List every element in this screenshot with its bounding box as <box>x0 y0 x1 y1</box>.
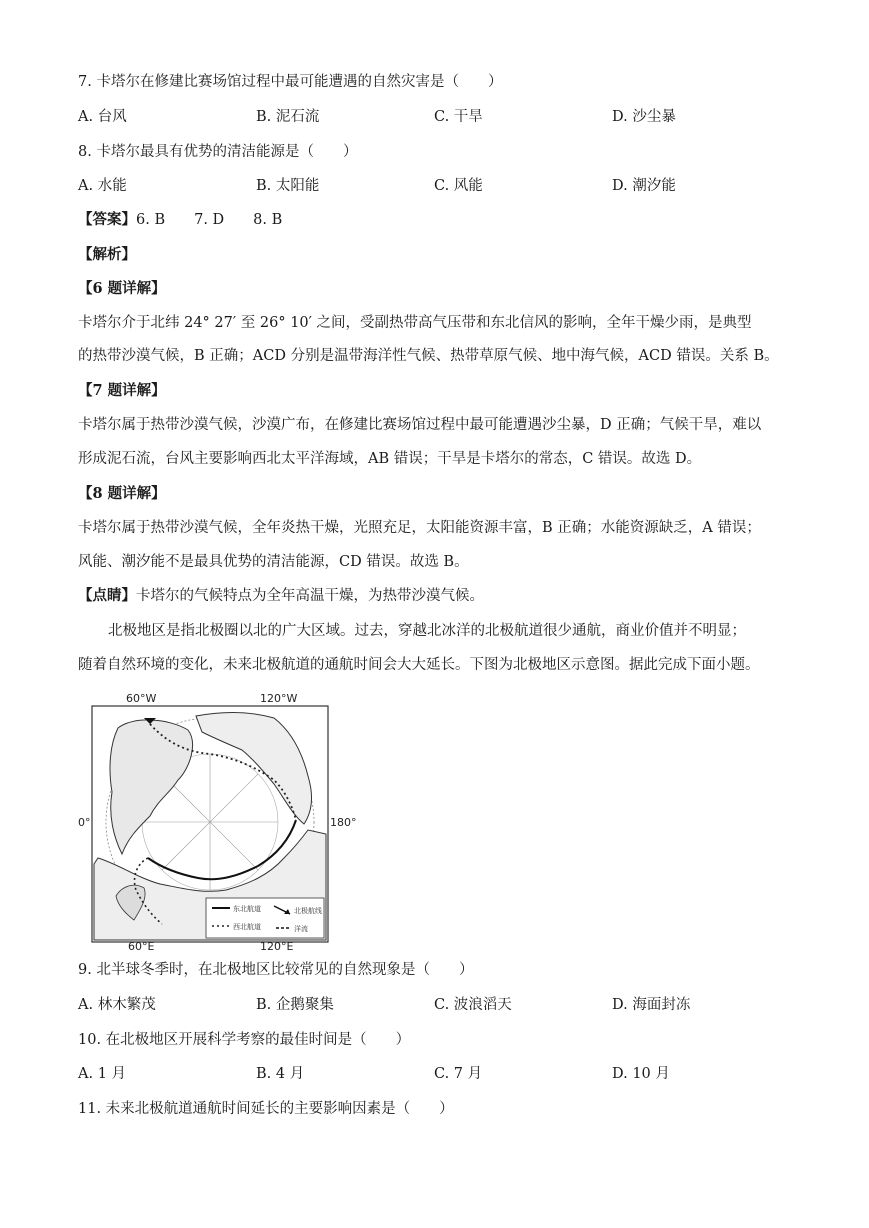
detail-7-label: 【7 题详解】 <box>78 382 166 399</box>
q8-option-d: D. 潮汐能 <box>612 178 676 194</box>
label-120e: 120°E <box>260 940 294 950</box>
tip-label: 【点睛】 <box>78 587 136 604</box>
question-10-stem: 10. 在北极地区开展科学考察的最佳时间是（ ） <box>78 1032 411 1048</box>
q10-option-d: D. 10 月 <box>612 1066 670 1082</box>
detail-7-line-2: 形成泥石流，台风主要影响西北太平洋海域，AB 错误；干旱是卡塔尔的常态，C 错误。故选 D。 <box>78 451 702 467</box>
detail-8-line-1: 卡塔尔属于热带沙漠气候，全年炎热干燥，光照充足，太阳能资源丰富，B 正确；水能资源缺乏，A 错误； <box>78 520 761 536</box>
legend-label-3: 北极航线 <box>294 907 322 915</box>
question-7-stem: 7. 卡塔尔在修建比赛场馆过程中最可能遭遇的自然灾害是（ ） <box>78 74 503 90</box>
detail-6-line-1: 卡塔尔介于北纬 24° 27′ 至 26° 10′ 之间，受副热带高气压带和东北信风的影响，全年干燥少雨，是典型 <box>78 315 752 331</box>
q10-option-a: A. 1 月 <box>78 1066 127 1082</box>
q7-option-c: C. 干旱 <box>434 109 483 125</box>
passage-line-2: 随着自然环境的变化，未来北极航道的通航时间会大大延长。下图为北极地区示意图。据此完成下面小题。 <box>78 657 760 673</box>
q9-option-a: A. 林木繁茂 <box>78 997 156 1013</box>
question-9-options <box>78 995 798 1015</box>
detail-6-label: 【6 题详解】 <box>78 280 166 297</box>
q8-option-b: B. 太阳能 <box>256 178 320 194</box>
detail-8-label: 【8 题详解】 <box>78 485 166 502</box>
question-9-stem: 9. 北半球冬季时，在北极地区比较常见的自然现象是（ ） <box>78 962 474 978</box>
q7-option-a: A. 台风 <box>78 109 127 125</box>
answer-label: 【答案】 <box>78 211 136 228</box>
answer-text: 6. B 7. D 8. B <box>136 212 283 228</box>
legend-label-4: 洋流 <box>294 925 308 933</box>
question-7-options <box>78 107 798 127</box>
detail-7-line-1: 卡塔尔属于热带沙漠气候，沙漠广布，在修建比赛场馆过程中最可能遭遇沙尘暴，D 正确；气候干旱，难以 <box>78 417 762 433</box>
q7-option-b: B. 泥石流 <box>256 109 320 125</box>
label-120w: 120°W <box>260 692 298 705</box>
detail-8-line-2: 风能、潮汐能不是最具优势的清洁能源，CD 错误。故选 B。 <box>78 554 469 570</box>
question-8-options <box>78 176 798 196</box>
q8-option-c: C. 风能 <box>434 178 483 194</box>
label-0: 0° <box>78 816 91 829</box>
answer-line <box>78 210 282 230</box>
passage-line-1: 北极地区是指北极圈以北的广大区域。过去，穿越北冰洋的北极航道很少通航，商业价值并不明显； <box>108 623 746 639</box>
label-180: 180° <box>330 816 357 829</box>
legend-label-2: 西北航道 <box>233 923 261 931</box>
q10-option-b: B. 4 月 <box>256 1066 305 1082</box>
question-11-stem: 11. 未来北极航道通航时间延长的主要影响因素是（ ） <box>78 1101 454 1117</box>
analysis-label: 【解析】 <box>78 246 136 263</box>
arctic-map-figure <box>78 688 368 950</box>
tip-line <box>78 586 484 606</box>
label-60e: 60°E <box>128 940 155 950</box>
detail-6-line-2: 的热带沙漠气候，B 正确；ACD 分别是温带海洋性气候、热带草原气候、地中海气候，ACD 错误。关系 B。 <box>78 348 779 364</box>
legend-label-1: 东北航道 <box>233 905 261 913</box>
question-10-options <box>78 1064 798 1084</box>
q8-option-a: A. 水能 <box>78 178 127 194</box>
q9-option-d: D. 海面封冻 <box>612 997 691 1013</box>
map-legend <box>206 898 324 938</box>
q9-option-b: B. 企鹅聚集 <box>256 997 334 1013</box>
q9-option-c: C. 波浪滔天 <box>434 997 512 1013</box>
question-8-stem: 8. 卡塔尔最具有优势的清洁能源是（ ） <box>78 144 358 160</box>
q10-option-c: C. 7 月 <box>434 1066 483 1082</box>
label-60w: 60°W <box>126 692 157 705</box>
q7-option-d: D. 沙尘暴 <box>612 109 676 125</box>
tip-text: 卡塔尔的气候特点为全年高温干燥，为热带沙漠气候。 <box>136 588 484 604</box>
